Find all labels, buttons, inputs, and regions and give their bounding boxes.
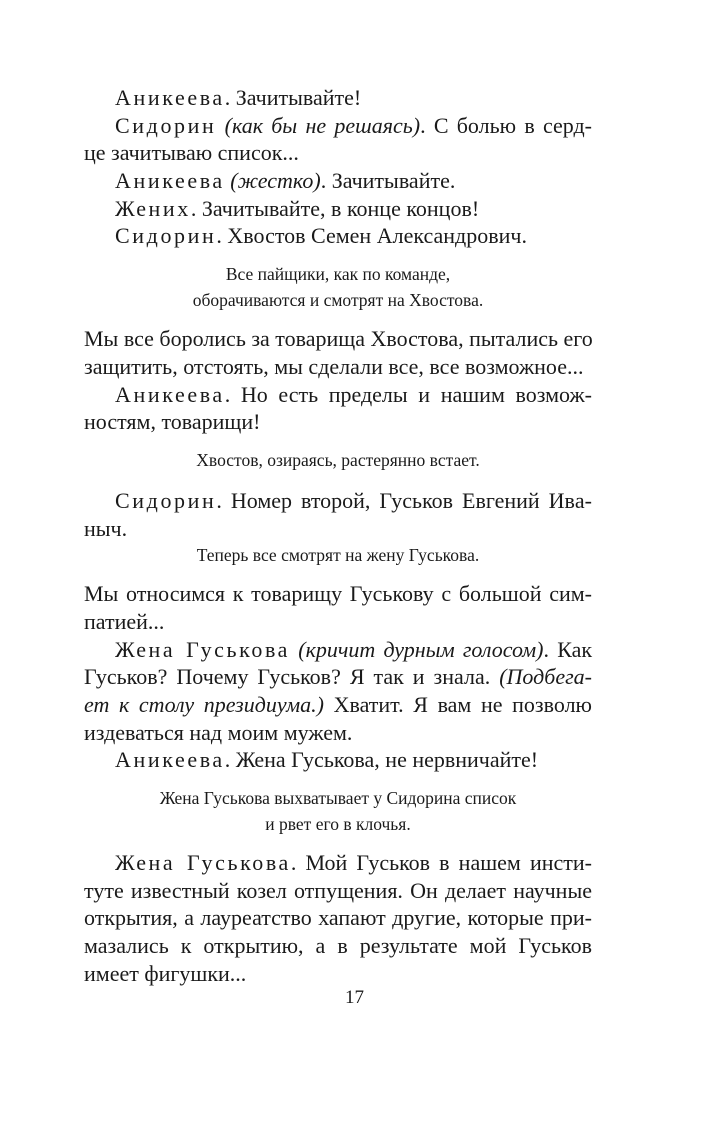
text-line: ет к столу президиума.) Хватит. Я вам не позволю bbox=[84, 692, 592, 717]
speaker-name: Аникеева bbox=[115, 168, 225, 194]
text-line: Жена Гуськова. Мой Гуськов в нашем инсти- bbox=[115, 850, 592, 876]
stage-remark: ет к столу президиума.) bbox=[84, 692, 324, 717]
text-line: Аникеева. Но есть пределы и нашим возмож- bbox=[115, 381, 592, 407]
stage-remark: (как бы не решаясь) bbox=[224, 112, 421, 138]
speaker-name: Сидорин bbox=[115, 112, 217, 138]
text-line: патией... bbox=[84, 608, 165, 634]
text-line: Жена Гуськова (кричит дурным голосом). Как bbox=[115, 636, 593, 662]
stage-remark: (Подбега- bbox=[499, 664, 592, 690]
stage-remark: (жестко) bbox=[230, 168, 321, 194]
stage-remark: (кричит дурным голосом) bbox=[298, 636, 544, 662]
speaker-name: Жена Гуськова bbox=[115, 850, 291, 876]
stage-direction: Хвостов, озираясь, растерянно встает. bbox=[196, 449, 480, 470]
text-line: Сидорин (как бы не решаясь). С болью в серд- bbox=[115, 112, 592, 138]
stage-direction: Жена Гуськова выхватывает у Сидорина список bbox=[159, 788, 517, 809]
text-line: мазались к открытию, а в результате мой Гуськов bbox=[84, 933, 592, 959]
text-line: Сидорин. Хвостов Семен Александрович. bbox=[115, 223, 527, 249]
text-line: Гуськов? Почему Гуськов? Я так и знала. (Подбега- bbox=[84, 664, 592, 690]
text-line: ностям, товарищи! bbox=[84, 409, 261, 435]
text-line: имеет фигушки... bbox=[84, 960, 247, 986]
stage-direction: и рвет его в клочья. bbox=[265, 814, 411, 835]
text-line: издеваться над моим мужем. bbox=[84, 719, 353, 745]
page-number: 17 bbox=[345, 987, 364, 1008]
speaker-name: Аникеева bbox=[115, 85, 225, 110]
text-line: Мы относимся к товарищу Гуськову с большой сим- bbox=[84, 581, 592, 607]
text-line: Аникеева. Жена Гуськова, не нервничайте! bbox=[115, 747, 539, 773]
speaker-name: Аникеева bbox=[115, 747, 225, 773]
text-line: Аникеева (жестко). Зачитывайте. bbox=[115, 168, 456, 194]
text-line: Жених. Зачитывайте, в конце концов! bbox=[115, 195, 480, 221]
text-line: Сидорин. Номер второй, Гуськов Евгений Ивa- bbox=[115, 487, 592, 513]
text-line: Мы все боролись за товарища Хвостова, пытались его bbox=[84, 326, 593, 352]
stage-direction: Теперь все смотрят на жену Гуськова. bbox=[196, 545, 480, 566]
text-line: це зачитываю список... bbox=[84, 140, 299, 166]
stage-direction: Все пайщики, как по команде, bbox=[225, 264, 451, 285]
play-text bbox=[84, 84, 592, 988]
text-line: туте известный козел отпущения. Он делает научные bbox=[84, 877, 592, 903]
speaker-name: Жена Гуськова bbox=[115, 636, 291, 662]
text-line: Аникеева. Зачитывайте! bbox=[115, 85, 362, 110]
text-line: открытия, а лауреатство хапают другие, которые при- bbox=[84, 905, 592, 931]
speaker-name: Сидорин bbox=[115, 487, 217, 513]
speaker-name: Жених bbox=[115, 195, 191, 221]
text-line: ныч. bbox=[84, 515, 128, 541]
text-line: защитить, отстоять, мы сделали все, все возможное... bbox=[84, 353, 584, 379]
speaker-name: Сидорин bbox=[115, 223, 217, 249]
stage-direction: оборачиваются и смотрят на Хвостова. bbox=[192, 290, 484, 311]
speaker-name: Аникеева bbox=[115, 381, 225, 407]
